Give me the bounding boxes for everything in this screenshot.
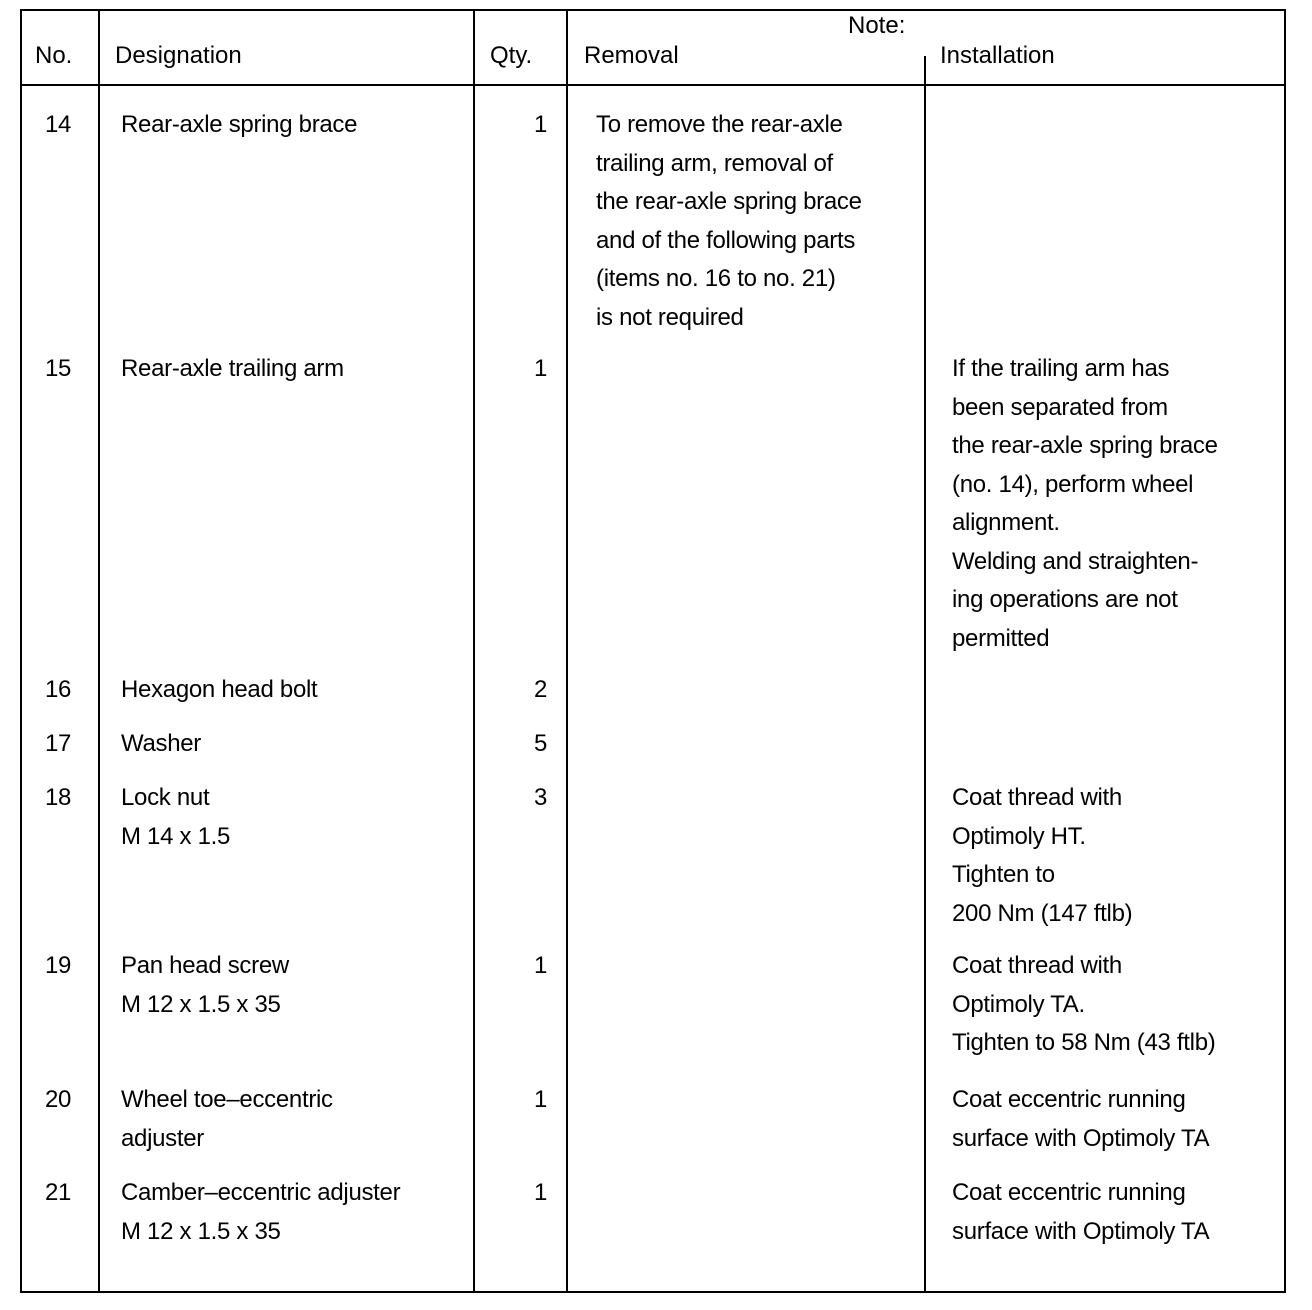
row-qty: 5 [533,730,547,757]
row-qty: 1 [533,111,547,138]
column-divider [566,9,568,1293]
row-designation: Rear-axle spring brace [121,111,358,138]
row-removal-note: To remove the rear-axle trailing arm, removal of the rear-axle spring brace and of the following parts (items no. 16 to no. 21) is not required [596,111,862,331]
column-divider [98,9,100,1293]
row-designation: Pan head screw M 12 x 1.5 x 35 [121,952,289,1018]
row-number: 16 [44,676,72,703]
row-installation-note: If the trailing arm has been separated from the rear-axle spring brace (no. 14), perform wheel alignment. Welding and straighten- ing operations are not permitted [952,355,1218,652]
row-qty: 1 [533,1086,547,1113]
row-number: 21 [44,1179,72,1206]
header-note: Note: [848,12,906,39]
row-designation: Wheel toe–eccentric adjuster [121,1086,333,1152]
header-removal: Removal [584,42,679,69]
row-installation-note: Coat thread with Optimoly TA. Tighten to 58 Nm (43 ftlb) [952,952,1216,1056]
header-divider [20,84,1286,86]
row-number: 17 [44,730,72,757]
row-number: 15 [44,355,72,382]
row-installation-note: Coat eccentric running surface with Optimoly TA [952,1179,1210,1245]
table-top-border [20,9,1286,11]
header-qty: Qty. [490,42,533,69]
row-qty: 3 [533,784,547,811]
column-divider [924,56,926,1293]
row-installation-note: Coat eccentric running surface with Optimoly TA [952,1086,1210,1152]
row-qty: 1 [533,1179,547,1206]
row-number: 18 [44,784,72,811]
header-installation: Installation [940,42,1055,69]
header-designation: Designation [115,42,242,69]
column-divider [473,9,475,1293]
row-qty: 2 [533,676,547,703]
table-left-border [20,9,22,1293]
table-right-border [1284,9,1286,1293]
row-installation-note: Coat thread with Optimoly HT. Tighten to 200 Nm (147 ftlb) [952,784,1133,927]
row-designation: Rear-axle trailing arm [121,355,344,382]
row-designation: Lock nut M 14 x 1.5 [121,784,231,850]
table-bottom-border [20,1291,1286,1293]
row-designation: Washer [121,730,201,757]
row-number: 19 [44,952,72,979]
row-designation: Camber–eccentric adjuster M 12 x 1.5 x 35 [121,1179,401,1245]
row-qty: 1 [533,355,547,382]
row-qty: 1 [533,952,547,979]
row-designation: Hexagon head bolt [121,676,318,703]
row-number: 20 [44,1086,72,1113]
header-no: No. [35,42,73,69]
row-number: 14 [44,111,72,138]
